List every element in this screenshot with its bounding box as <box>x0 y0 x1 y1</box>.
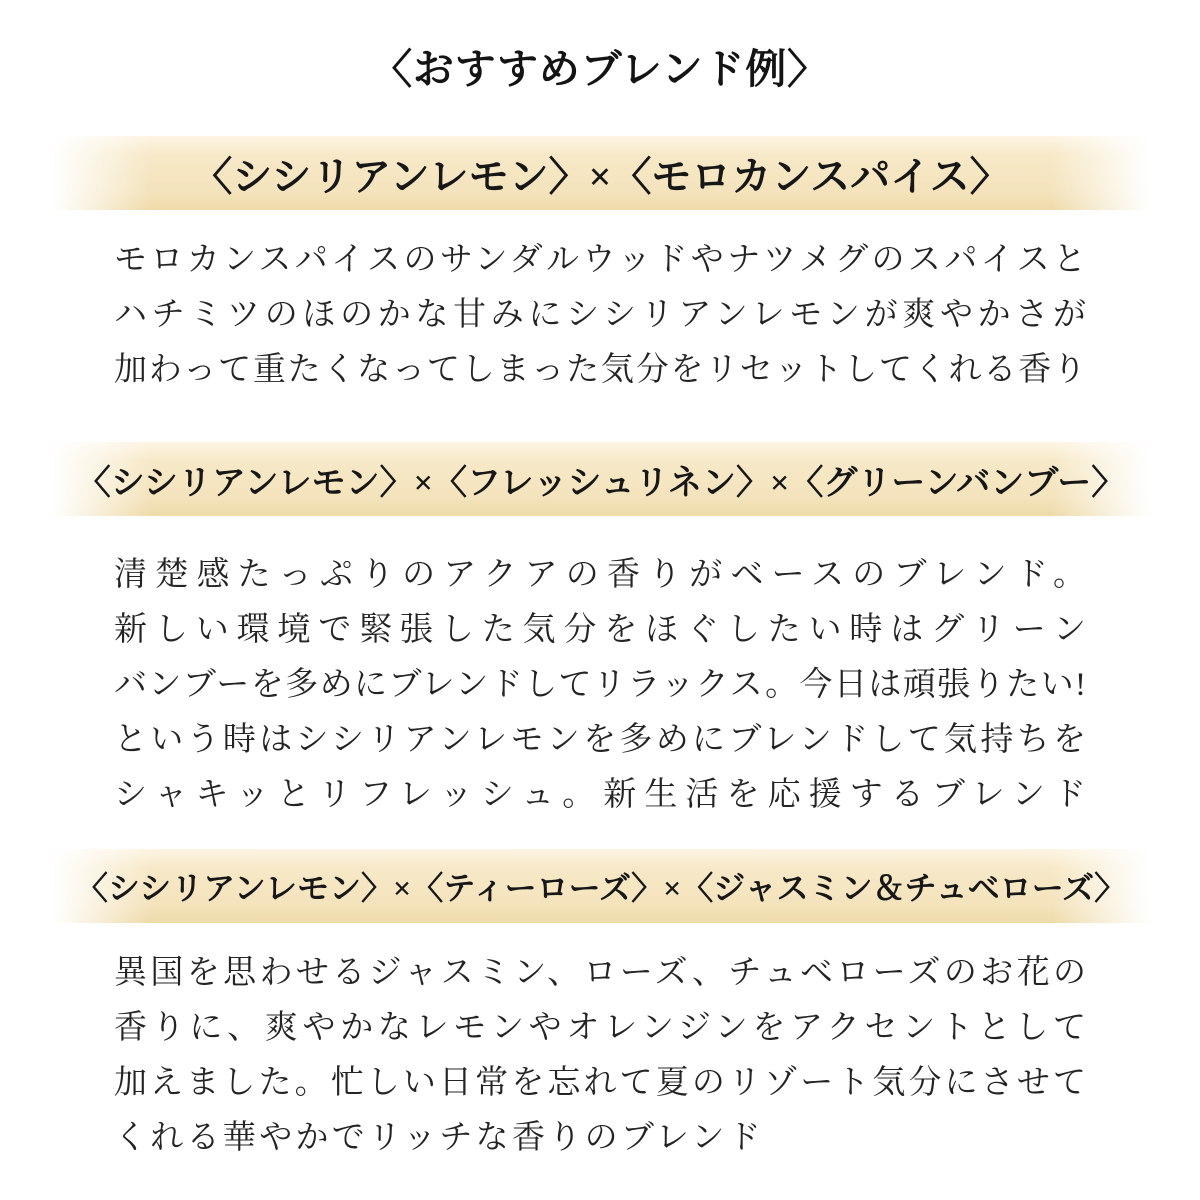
blend-heading: 〈シシリアンレモン〉×〈モロカンスパイス〉 <box>192 153 1010 199</box>
body-line: 香りに、爽やかなレモンやオレンジンをアクセントとして <box>114 1010 1086 1046</box>
blend-description <box>114 233 1086 398</box>
body-line: モロカンスパイスのサンダルウッドやナツメグのスパイスと <box>114 242 1086 278</box>
blend-heading: 〈シシリアンレモン〉×〈フレッシュリネン〉×〈グリーンバンブー〉 <box>76 464 1126 502</box>
body-line: バンブーを多めにブレンドしてリラックス。今日は頑張りたい! <box>114 667 1086 703</box>
body-line: 新しい環境で緊張した気分をほぐしたい時はグリーン <box>114 612 1086 648</box>
section-fresh-linen-green-bamboo <box>0 442 1200 823</box>
blend-description <box>114 548 1086 823</box>
body-line: ハチミツのほのかな甘みにシシリアンレモンが爽やかさが <box>114 297 1086 333</box>
section-tea-rose-jasmine-tuberose <box>0 849 1200 1166</box>
body-line: という時はシシリアンレモンを多めにブレンドして気持ちを <box>114 722 1086 758</box>
body-line: 清楚感たっぷりのアクアの香りがベースのブレンド。 <box>114 557 1086 593</box>
body-line: シャキッとリフレッシュ。新生活を応援するブレンド <box>114 777 1086 813</box>
body-line: 異国を思わせるジャスミン、ローズ、チュベローズのお花の <box>114 955 1086 991</box>
blend-heading: 〈シシリアンレモン〉×〈ティーローズ〉×〈ジャスミン＆チュベローズ〉 <box>75 870 1127 906</box>
blend-heading-banner <box>52 136 1150 210</box>
body-line: くれる華やかでリッチな香りのブレンド <box>114 1120 764 1156</box>
page-title: 〈おすすめブレンド例〉 <box>371 46 829 92</box>
section-moroccan-spice <box>0 136 1200 398</box>
blend-heading-banner <box>52 849 1150 923</box>
body-line: 加わって重たくなってしまった気分をリセットしてくれる香り <box>114 352 1086 388</box>
blend-description <box>114 946 1086 1166</box>
body-line: 加えました。忙しい日常を忘れて夏のリゾート気分にさせて <box>114 1065 1086 1101</box>
blend-heading-banner <box>52 442 1150 516</box>
